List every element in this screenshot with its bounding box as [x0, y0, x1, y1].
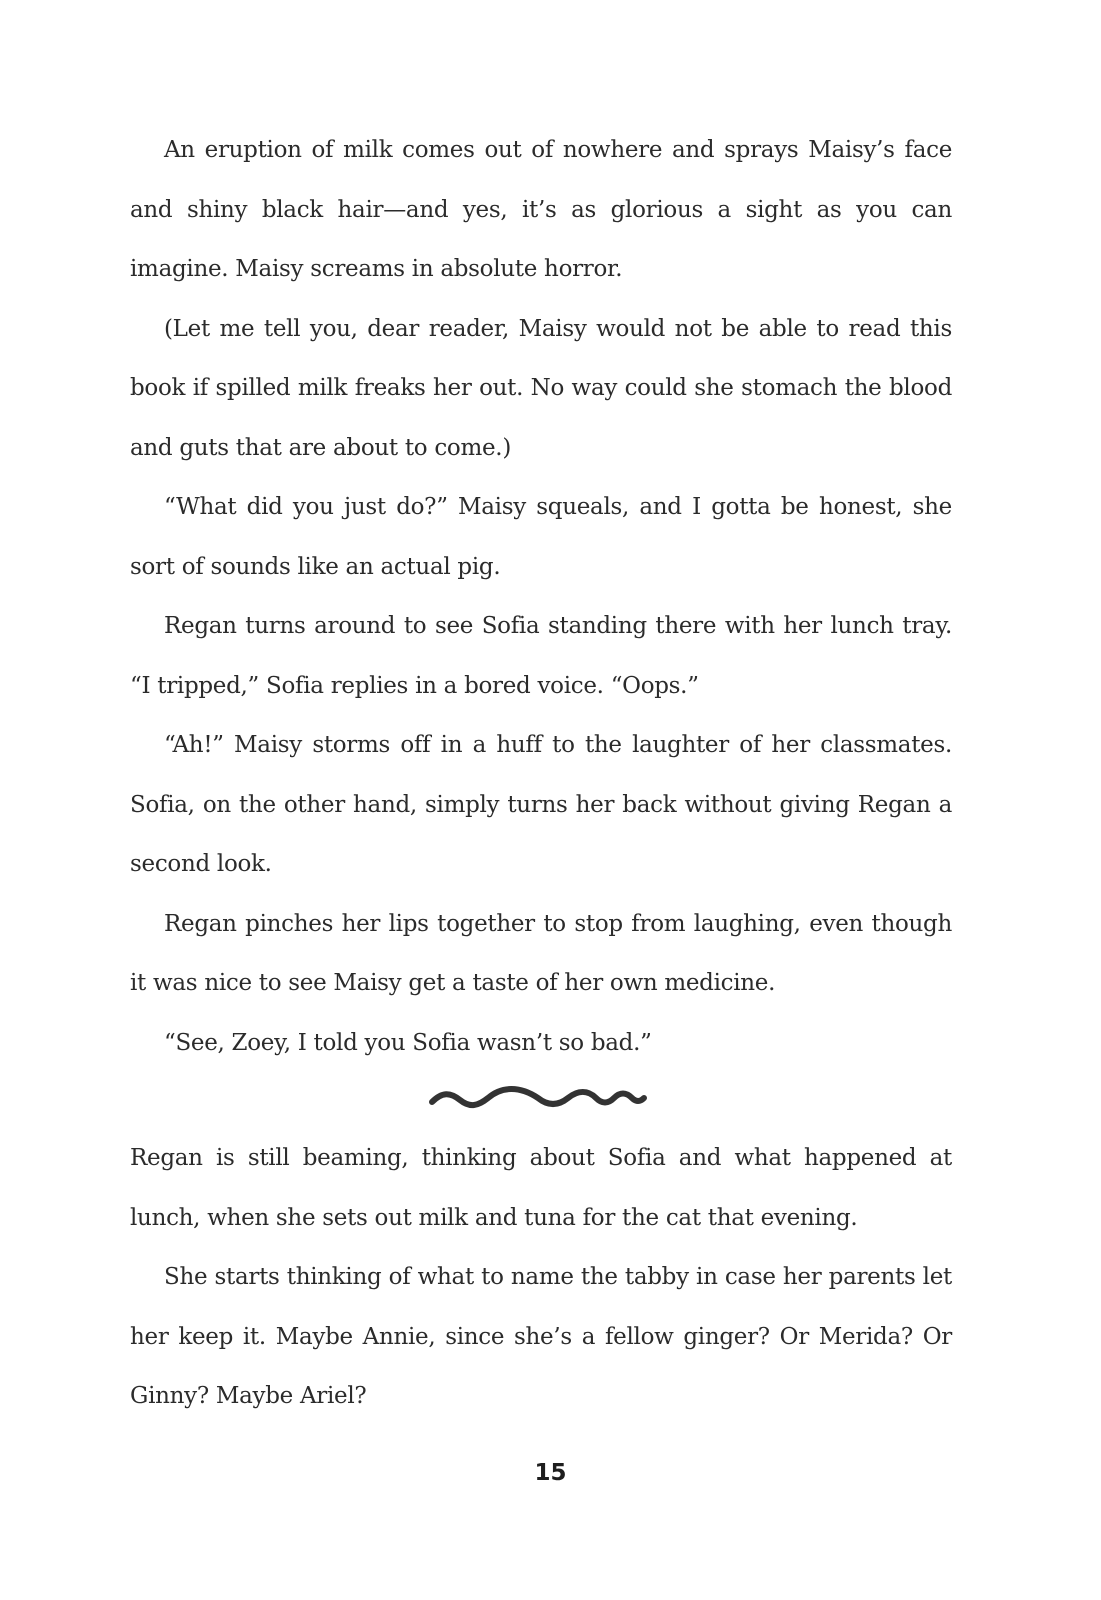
paragraph: “What did you just do?” Maisy squeals, and I gotta be honest, she sort of sounds like an actual pig.	[130, 494, 952, 580]
paragraph: “See, Zoey, I told you Sofia wasn’t so bad.”	[164, 1029, 652, 1056]
paragraph: (Let me tell you, dear reader, Maisy would not be able to read this book if spilled milk freaks her out. No way could she stomach the blood and guts that are about to come.)	[130, 315, 952, 461]
paragraph: “Ah!” Maisy storms off in a huff to the laughter of her classmates. Sofia, on the other hand, simply turns her back without giving Regan a second look.	[130, 732, 952, 877]
wavy-line-icon	[428, 1078, 652, 1116]
page-number: 15	[534, 1460, 567, 1486]
text-before-scene-break	[130, 121, 952, 1073]
paragraph: She starts thinking of what to name the tabby in case her parents let her keep it. Maybe Annie, since she’s a fellow ginger? Or Merida? Or Ginny? Maybe Ariel?	[130, 1264, 952, 1409]
text-after-scene-break	[130, 1129, 952, 1427]
paragraph: Regan is still beaming, thinking about Sofia and what happened at lunch, when she sets out milk and tuna for the cat that evening.	[130, 1145, 952, 1231]
paragraph: Regan pinches her lips together to stop from laughing, even though it was nice to see Maisy get a taste of her own medicine.	[130, 910, 952, 996]
paragraph: Regan turns around to see Sofia standing there with her lunch tray. “I tripped,” Sofia replies in a bored voice. “Oops.”	[130, 613, 952, 699]
paragraph: An eruption of milk comes out of nowhere and sprays Maisy’s face and shiny black hair—and yes, it’s as glorious a sight as you can imagine. Maisy screams in absolute horror.	[130, 137, 952, 282]
